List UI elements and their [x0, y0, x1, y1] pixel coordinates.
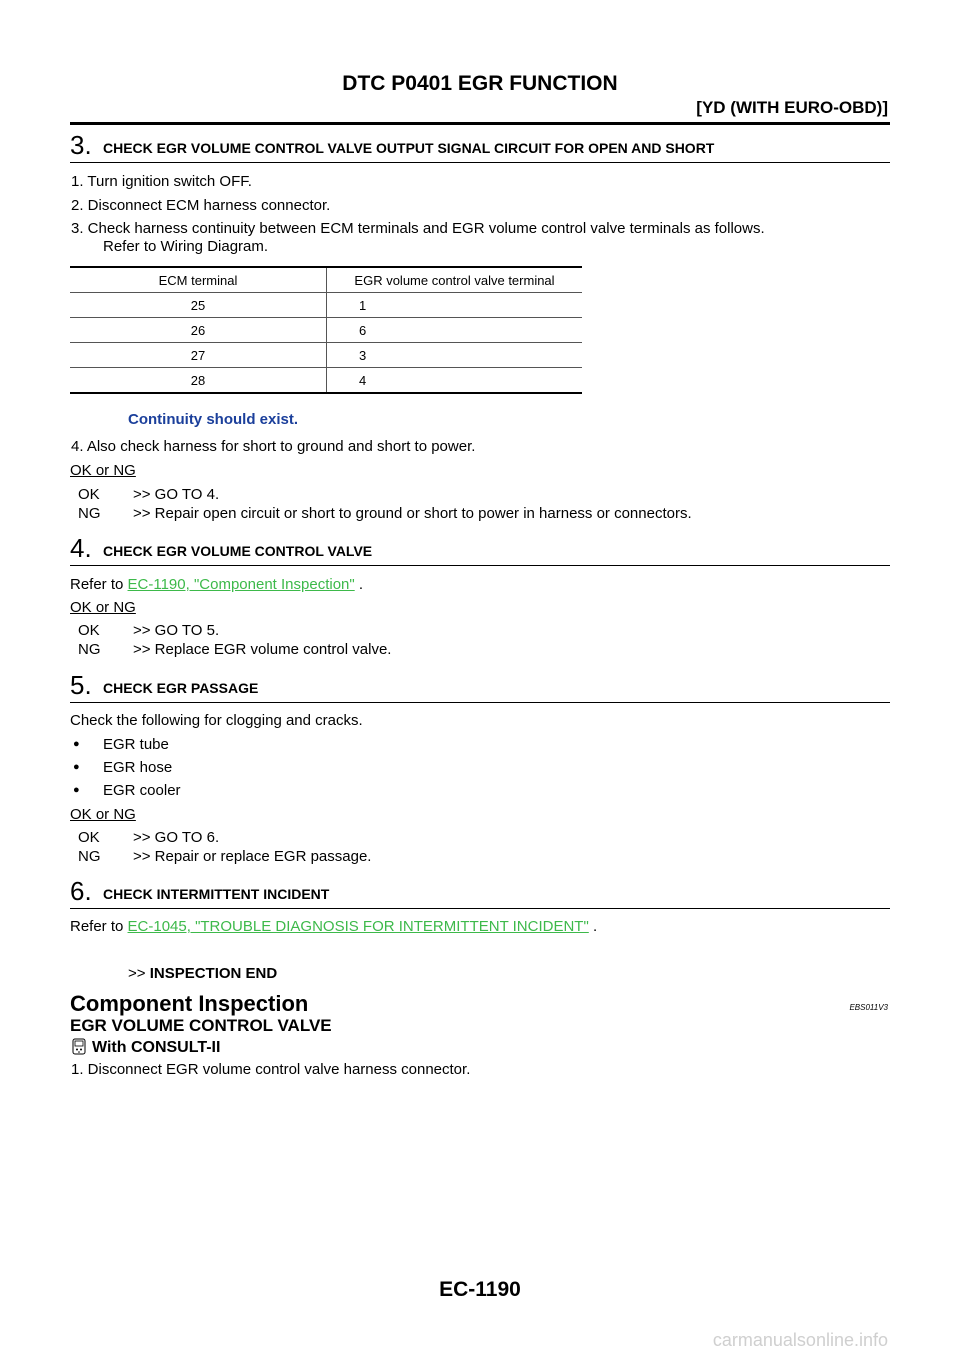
step-4: 4. Also check harness for short to ground and short to power. — [71, 438, 476, 455]
result-ng — [78, 641, 391, 658]
consult-icon — [72, 1038, 92, 1060]
result-ok — [78, 486, 219, 503]
ok-or-ng-label: OK or NG — [70, 806, 136, 823]
table-cell: 27 — [70, 343, 327, 368]
page-subtitle: [YD (WITH EURO-OBD)] — [696, 98, 888, 117]
result-text: >> Repair open circuit or short to ground or short to power in harness or connectors. — [133, 505, 692, 522]
table-cell: 28 — [70, 368, 327, 394]
table-header-row — [70, 267, 582, 293]
bullet-icon: ● — [73, 738, 80, 750]
result-ok — [78, 829, 219, 846]
section-5-intro: Check the following for clogging and cracks. — [70, 712, 363, 729]
table-cell: 6 — [327, 318, 583, 343]
page-number: EC-1190 — [439, 1278, 521, 1301]
result-key: OK — [78, 486, 100, 503]
refer-prefix: Refer to — [70, 918, 128, 935]
result-key: NG — [78, 848, 101, 865]
table-row — [70, 343, 582, 368]
section-5-number: 5. — [70, 670, 92, 700]
continuity-table — [70, 266, 582, 394]
header-rule — [70, 122, 890, 125]
result-ok — [78, 622, 219, 639]
result-ng — [78, 505, 692, 522]
end-text: INSPECTION END — [149, 965, 278, 982]
table-row — [70, 318, 582, 343]
table-row — [70, 368, 582, 394]
bullet-icon: ● — [73, 784, 80, 796]
result-text: >> GO TO 6. — [133, 829, 220, 846]
step-2: 2. Disconnect ECM harness connector. — [71, 197, 331, 214]
refer-suffix: . — [588, 918, 598, 935]
result-key: NG — [78, 505, 101, 522]
page-title: DTC P0401 EGR FUNCTION — [342, 72, 618, 95]
table-row — [70, 293, 582, 318]
bullet-icon: ● — [73, 761, 80, 773]
section-4-heading — [70, 533, 890, 566]
result-text: >> GO TO 4. — [133, 486, 220, 503]
consult-line — [72, 1038, 220, 1060]
result-key: OK — [78, 622, 100, 639]
result-key: OK — [78, 829, 100, 846]
inspection-end — [128, 965, 277, 982]
continuity-note: Continuity should exist. — [128, 411, 299, 428]
table-cell: 26 — [70, 318, 327, 343]
result-text: >> Replace EGR volume control valve. — [133, 641, 392, 658]
refer-prefix: Refer to — [70, 576, 128, 593]
ok-or-ng-label: OK or NG — [70, 462, 136, 479]
step-1: 1. Turn ignition switch OFF. — [71, 173, 252, 190]
section-3-heading — [70, 130, 890, 163]
egr-valve-subheading: EGR VOLUME CONTROL VALVE — [70, 1016, 332, 1035]
result-text: >> GO TO 5. — [133, 622, 220, 639]
table-header-cell: ECM terminal — [70, 267, 327, 293]
section-4-title: CHECK EGR VOLUME CONTROL VALVE — [103, 543, 373, 559]
component-step-1: 1. Disconnect EGR volume control valve harness connector. — [71, 1061, 471, 1078]
result-key: NG — [78, 641, 101, 658]
component-inspection-heading: Component Inspection — [70, 991, 309, 1016]
section-5-title: CHECK EGR PASSAGE — [103, 680, 259, 696]
section-4-number: 4. — [70, 533, 92, 563]
section-3-title: CHECK EGR VOLUME CONTROL VALVE OUTPUT SIGNAL CIRCUIT FOR OPEN AND SHORT — [103, 140, 715, 156]
table-header-cell: EGR volume control valve terminal — [327, 267, 583, 293]
end-prefix: >> — [128, 965, 146, 982]
table-cell: 1 — [327, 293, 583, 318]
section-6-heading — [70, 876, 890, 909]
step-3: 3. Check harness continuity between ECM terminals and EGR volume control valve terminals as follows. — [71, 220, 765, 237]
table-cell: 3 — [327, 343, 583, 368]
result-text: >> Repair or replace EGR passage. — [133, 848, 372, 865]
section-3-number: 3. — [70, 130, 92, 160]
refer-suffix: . — [354, 576, 364, 593]
intermittent-incident-link[interactable]: EC-1045, "TROUBLE DIAGNOSIS FOR INTERMITTENT INCIDENT" — [127, 918, 589, 935]
list-item-text: EGR cooler — [103, 782, 181, 799]
list-item-text: EGR tube — [103, 736, 169, 753]
section-code: EBS011V3 — [849, 1003, 888, 1012]
table-cell: 25 — [70, 293, 327, 318]
section-6-refer — [70, 918, 597, 935]
result-ng — [78, 848, 371, 865]
list-item-text: EGR hose — [103, 759, 173, 776]
component-inspection-link[interactable]: EC-1190, "Component Inspection" — [127, 576, 355, 593]
watermark: carmanualsonline.info — [712, 1330, 888, 1350]
list-item — [73, 736, 169, 753]
step-3-refer: Refer to Wiring Diagram. — [103, 238, 269, 255]
section-4-refer — [70, 576, 363, 593]
section-5-heading — [70, 670, 890, 703]
section-6-title: CHECK INTERMITTENT INCIDENT — [103, 886, 330, 902]
section-6-number: 6. — [70, 876, 92, 906]
list-item — [73, 782, 181, 799]
ok-or-ng-label: OK or NG — [70, 599, 136, 616]
table-cell: 4 — [327, 368, 583, 394]
list-item — [73, 759, 172, 776]
consult-text: With CONSULT-II — [92, 1039, 221, 1056]
